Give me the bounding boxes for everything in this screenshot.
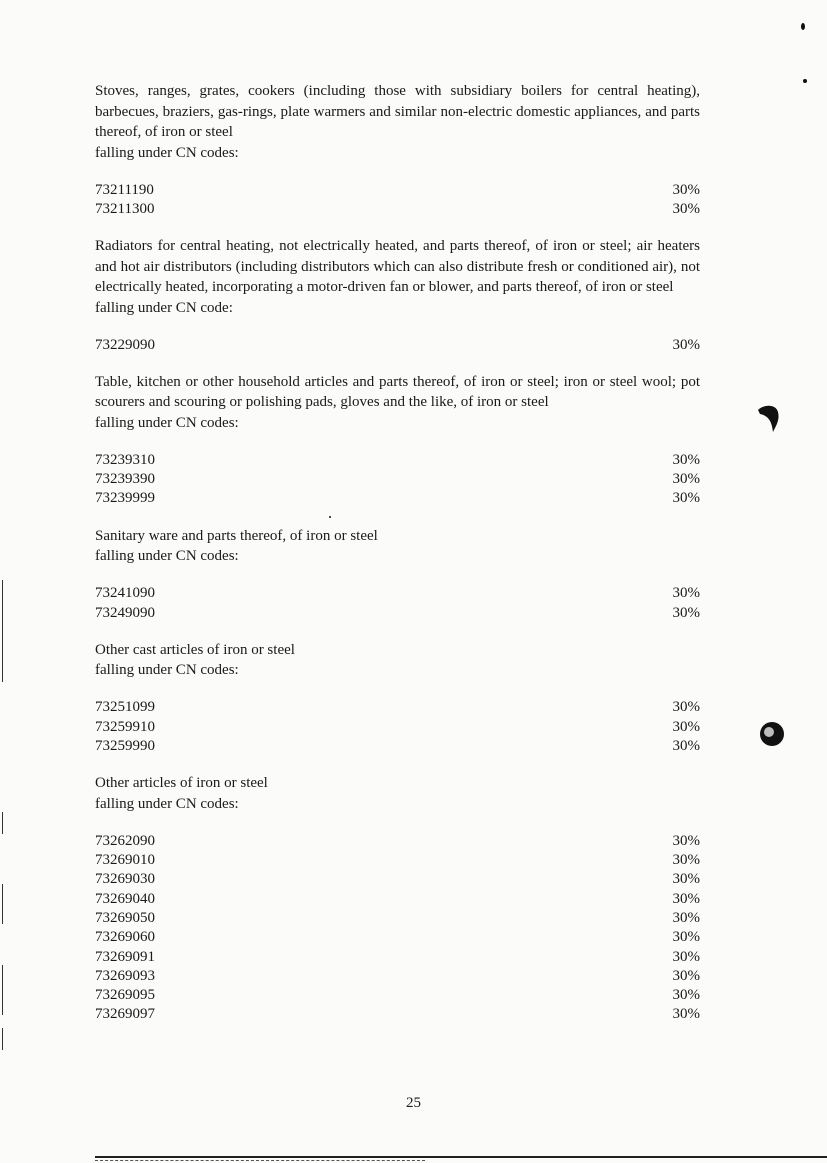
code-row: [95, 698, 700, 717]
section-description: Sanitary ware and parts thereof, of iron or steel: [95, 527, 378, 544]
code-row: [95, 986, 700, 1005]
duty-rate: 30%: [672, 967, 700, 984]
section-description: Other cast articles of iron or steel: [95, 641, 295, 658]
duty-rate: 30%: [672, 451, 700, 468]
code-row: [95, 451, 700, 470]
section-description: Other articles of iron or steel: [95, 775, 268, 792]
section-radiators: [95, 236, 700, 355]
falling-under-label: falling under CN codes:: [95, 662, 239, 679]
code-row: [95, 336, 700, 355]
duty-rate: 30%: [672, 987, 700, 1004]
cn-code: 73262090: [95, 832, 155, 849]
cn-code: 73269091: [95, 948, 155, 965]
code-row: [95, 718, 700, 737]
falling-under-label: falling under CN codes:: [95, 414, 239, 431]
code-row: [95, 909, 700, 928]
section-description: Table, kitchen or other household articles and parts thereof, of iron or steel; iron or steel wool; pot scourers and scouring or polishing pads, gloves and the like, of iron or steel: [95, 373, 700, 411]
scan-speck: [801, 23, 805, 30]
falling-under-label: falling under CN code:: [95, 299, 233, 316]
cn-code: 73269093: [95, 967, 155, 984]
duty-rate: 30%: [672, 181, 700, 198]
duty-rate: 30%: [672, 737, 700, 754]
falling-under-label: falling under CN codes:: [95, 144, 239, 161]
cn-code: 73269030: [95, 871, 155, 888]
duty-rate: 30%: [672, 832, 700, 849]
code-row: [95, 948, 700, 967]
cn-code: 73269060: [95, 929, 155, 946]
duty-rate: 30%: [672, 490, 700, 507]
punch-hole-mark-icon: [756, 402, 782, 434]
duty-rate: 30%: [672, 909, 700, 926]
duty-rate: 30%: [672, 718, 700, 735]
code-row: [95, 967, 700, 986]
duty-rate: 30%: [672, 929, 700, 946]
scan-margin-line: [2, 1028, 3, 1050]
section-household-articles: [95, 372, 700, 509]
punch-hole-icon: [759, 721, 785, 747]
bottom-scan-edge: [95, 1156, 827, 1158]
cn-code: 73269095: [95, 987, 155, 1004]
cn-code: 73251099: [95, 699, 155, 716]
scan-speck: [803, 79, 807, 83]
code-row: [95, 200, 700, 219]
code-row: [95, 832, 700, 851]
cn-code: 73241090: [95, 585, 155, 602]
cn-code: 73269050: [95, 909, 155, 926]
duty-rate: 30%: [672, 1006, 700, 1023]
cn-code: 73211190: [95, 181, 154, 198]
duty-rate: 30%: [672, 852, 700, 869]
code-row: [95, 470, 700, 489]
section-other-articles: [95, 773, 700, 1024]
section-sanitary-ware: [95, 526, 700, 623]
section-stoves: [95, 81, 700, 219]
document-body: [95, 81, 700, 1042]
code-row: [95, 584, 700, 603]
cn-code: 73259990: [95, 737, 155, 754]
duty-rate: 30%: [672, 604, 700, 621]
cn-code: 73229090: [95, 336, 155, 353]
duty-rate: 30%: [672, 471, 700, 488]
duty-rate: 30%: [672, 890, 700, 907]
scan-margin-line: [2, 965, 3, 1015]
duty-rate: 30%: [672, 699, 700, 716]
code-row: [95, 851, 700, 870]
cn-code: 73239390: [95, 471, 155, 488]
cn-code: 73269097: [95, 1006, 155, 1023]
code-row: [95, 890, 700, 909]
code-row: [95, 604, 700, 623]
scan-margin-line: [2, 580, 3, 682]
code-row: [95, 928, 700, 947]
section-cast-articles: [95, 640, 700, 756]
duty-rate: 30%: [672, 200, 700, 217]
page-number: 25: [406, 1095, 421, 1111]
scan-speck: [329, 516, 331, 518]
code-row: [95, 489, 700, 508]
cn-code: 73269010: [95, 852, 155, 869]
duty-rate: 30%: [672, 948, 700, 965]
cn-code: 73249090: [95, 604, 155, 621]
code-row: [95, 737, 700, 756]
cn-code: 73259910: [95, 718, 155, 735]
section-description: Stoves, ranges, grates, cookers (including those with subsidiary boilers for central heating), barbecues, braziers, gas-rings, plate warmers and similar non-electric domestic appliances, and parts thereof, of iron or steel: [95, 83, 700, 140]
section-description: Radiators for central heating, not electrically heated, and parts thereof, of iron or steel; air heaters and hot air distributors (including distributors which can also distribute fresh or conditioned air), not electrically heated, incorporating a motor-driven fan or blower, and parts thereof, of iron or steel: [95, 238, 700, 296]
duty-rate: 30%: [672, 871, 700, 888]
bottom-scan-edge-thin: [95, 1160, 425, 1161]
code-row: [95, 181, 700, 200]
duty-rate: 30%: [672, 336, 700, 353]
scan-margin-line: [2, 812, 3, 834]
falling-under-label: falling under CN codes:: [95, 795, 239, 812]
cn-code: 73239999: [95, 490, 155, 507]
scan-margin-line: [2, 884, 3, 924]
cn-code: 73269040: [95, 890, 155, 907]
duty-rate: 30%: [672, 585, 700, 602]
falling-under-label: falling under CN codes:: [95, 548, 239, 565]
code-row: [95, 1005, 700, 1024]
code-row: [95, 870, 700, 889]
cn-code: 73239310: [95, 451, 155, 468]
cn-code: 73211300: [95, 200, 155, 217]
